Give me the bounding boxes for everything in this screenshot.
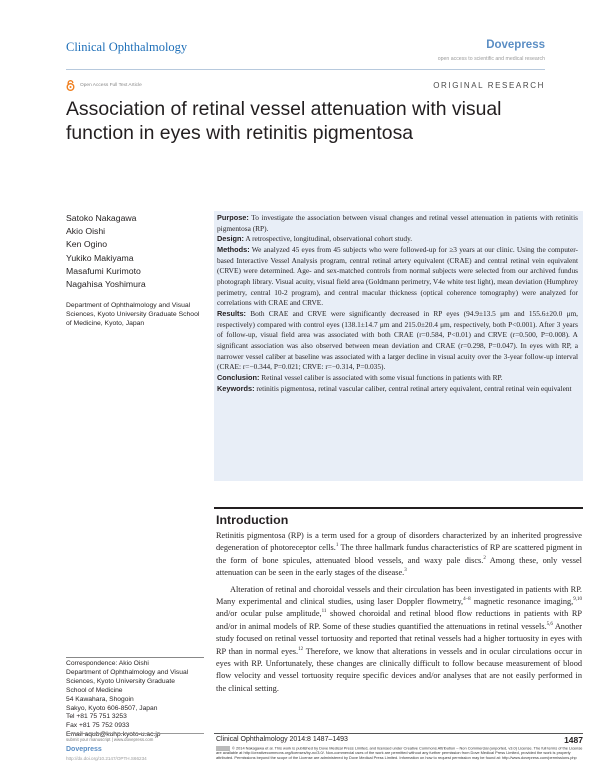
design-label: Design:: [217, 234, 244, 244]
paragraph: Alteration of retinal and choroidal vessels and their circulation has been investigated in patients with RP. Many experimental and clinical studies, using laser Doppler flowmetry,$^{4-8}$ magnetic resonance imaging,$^{9,10}$ and/or ocular pulse amplitude,$^{11}$ showed choroidal and retinal blood flow reductions in patients with RP and/or in animal models of RP. Some of these studies quantified the attenuations in retinal vessels.$^{5,6}$ Another study focused on retinal vessel tortuosity and reported that retinal vessels had a higher tortuosity in eyes with RP than in normal eyes.$^{12}$ Therefore, we know that alterations in vessels and in ocular circulations occur in eyes with RP. Unfortunately, these changes are clinically difficult to follow because measurement of blood flow velocity and vessel tortuosity require specific devices and/or analyses that are not easily performed in the clinical setting.: [216, 584, 583, 693]
introduction-body: [216, 530, 582, 695]
conclusion-label: Conclusion:: [217, 372, 260, 382]
open-access-label: Open Access Full Text Article: [80, 83, 142, 88]
author: Satoko Nakagawa: [66, 213, 137, 223]
correspondence-line: Sakyo, Kyoto 606-8507, Japan: [66, 704, 158, 712]
purpose-label: Purpose:: [217, 213, 249, 222]
author: Ken Ogino: [66, 239, 108, 250]
license-text: © 2014 Nakagawa et al. This work is published by Dove Medical Press Limited, and licensed under Creative Commons Attribution – Non Commercial (unported, v3.0) License. The full terms of the License are available at http://creativecommons.org/licenses/by-nc/3.0/. Non-commercial uses of the work are permitted without any further permission from Dove Medical Press Limited, provided the work is properly attributed. Permissions beyond the scope of the License are administered by Dove Medical Press Limited. Information on how to request permission may be found at: http://www.dovepress.com/permissions.php: [216, 745, 583, 761]
section-rule: [214, 507, 583, 509]
author: Yukiko Makiyama: [66, 252, 134, 263]
article-type: ORIGINAL RESEARCH: [433, 81, 545, 90]
publisher-tagline: open access to scientific and medical research: [437, 56, 545, 62]
publisher-logo[interactable]: Dovepress: [486, 39, 545, 51]
correspondence-line: Sciences, Kyoto University Graduate: [66, 677, 175, 685]
doi-link[interactable]: http://dx.doi.org/10.2147/OPTH.S66234: [66, 756, 147, 761]
header-divider: [66, 69, 545, 70]
correspondence-rule: [66, 657, 204, 658]
methods-label: Methods:: [217, 244, 250, 254]
author: Akio Oishi: [66, 226, 106, 237]
correspondence-line: Tel +81 75 751 3253: [66, 713, 127, 721]
correspondence-line: Department of Ophthalmology and Visual: [66, 668, 189, 676]
footer-publisher[interactable]: Dovepress: [66, 746, 102, 753]
footer-citation: Clinical Ophthalmology 2014:8 1487–1493: [216, 736, 348, 743]
purpose-text: To investigate the association between visual changes and retinal vessel attenuation in patients with retinitis pigmentosa (RP).: [217, 213, 578, 233]
keywords-label: Keywords:: [217, 383, 255, 393]
footer-rule: [214, 733, 583, 734]
author: Masafumi Kurimoto: [66, 265, 141, 276]
correspondence-line: 54 Kawahara, Shogoin: [66, 695, 134, 703]
correspondence-line: Fax +81 75 752 0933: [66, 722, 130, 730]
conclusion-text: Retinal vessel caliber is associated with some visual functions in patients with RP.: [261, 372, 503, 382]
page-number: 1487: [564, 735, 583, 745]
paragraph: Retinitis pigmentosa (RP) is a term used for a group of disorders characterized by an inherited progressive degeneration of photoreceptor cells.$^1$ The three hallmark fundus characteristics of RP are scattered pigment in the form of bone spicules, attenuated blood vessels, and waxy pale discs.$^2$ Among these, only vessel attenuation can be seen in the early stages of the disease.$^3$: [216, 531, 582, 578]
article-title: Association of retinal vessel attenuation with visual function in eyes with retinitis pigmentosa: [66, 98, 502, 144]
submit-link[interactable]: submit your manuscript | www.dovepress.com: [66, 737, 154, 742]
footer-rule: [66, 733, 204, 734]
correspondence-line: School of Medicine: [66, 686, 123, 694]
section-heading: Introduction: [216, 513, 289, 527]
keywords-text: retinitis pigmentosa, retinal vascular caliber, central retinal artery equivalent, central retinal vein equivalent: [256, 383, 572, 393]
design-text: A retrospective, longitudinal, observational cohort study.: [245, 234, 413, 244]
open-access-lock-icon: [66, 80, 75, 91]
methods-text: We analyzed 45 eyes from 45 subjects who were followed-up for ≥3 years at our clinic. Using the computer-based Interactive Vessel Analysis program, central retinal artery equivalent (CRAE) and central retinal vein equivalent (CRVE) were determined. Age- and sex-matched controls from normal subjects were selected from our archived fundus photograph library. Visual acuity, visual field area (Goldmann perimetry, V4e white test light), mean deviation (Humphrey perimetry, central 10-2 program), and central macular thickness (optical coherence tomography) were analyzed for correlations with CRAE and CRVE.: [217, 244, 578, 308]
author-list: [66, 212, 146, 291]
abstract: [217, 213, 578, 394]
correspondence-email[interactable]: Email aqub@kuhp.kyoto-u.ac.jp: [66, 731, 161, 739]
affiliation: Department of Ophthalmology and Visual Sciences, Kyoto University Graduate School of Medicine, Kyoto, Japan: [66, 302, 200, 327]
correspondence: [66, 660, 206, 740]
author: Nagahisa Yoshimura: [66, 279, 146, 290]
journal-name: Clinical Ophthalmology: [66, 40, 188, 54]
results-label: Results:: [217, 308, 246, 318]
correspondence-label: Correspondence: Akio Oishi: [66, 660, 149, 667]
results-text: Both CRAE and CRVE were significantly decreased in RP eyes (94.9±13.5 μm and 155.6±20.0 μm, respectively) compared with control eyes (138.1±14.7 μm and 215.0±20.4 μm, respectively, both P<0.001). After 3 years of follow-up, visual field area was associated with both CRAE (r=0.584, P<0.01) and CRVE (r=0.500, P=0.008). A significant association was also observed between mean deviation and CRAE (r=0.298, P=0.047). In eyes with RP, a narrower vessel caliber at baseline was associated with a larger decline in visual acuity over the 3-year follow-up interval (CRAE: r=−0.344, P=0.021; CRVE: r=−0.314, P=0.035).: [217, 308, 579, 372]
